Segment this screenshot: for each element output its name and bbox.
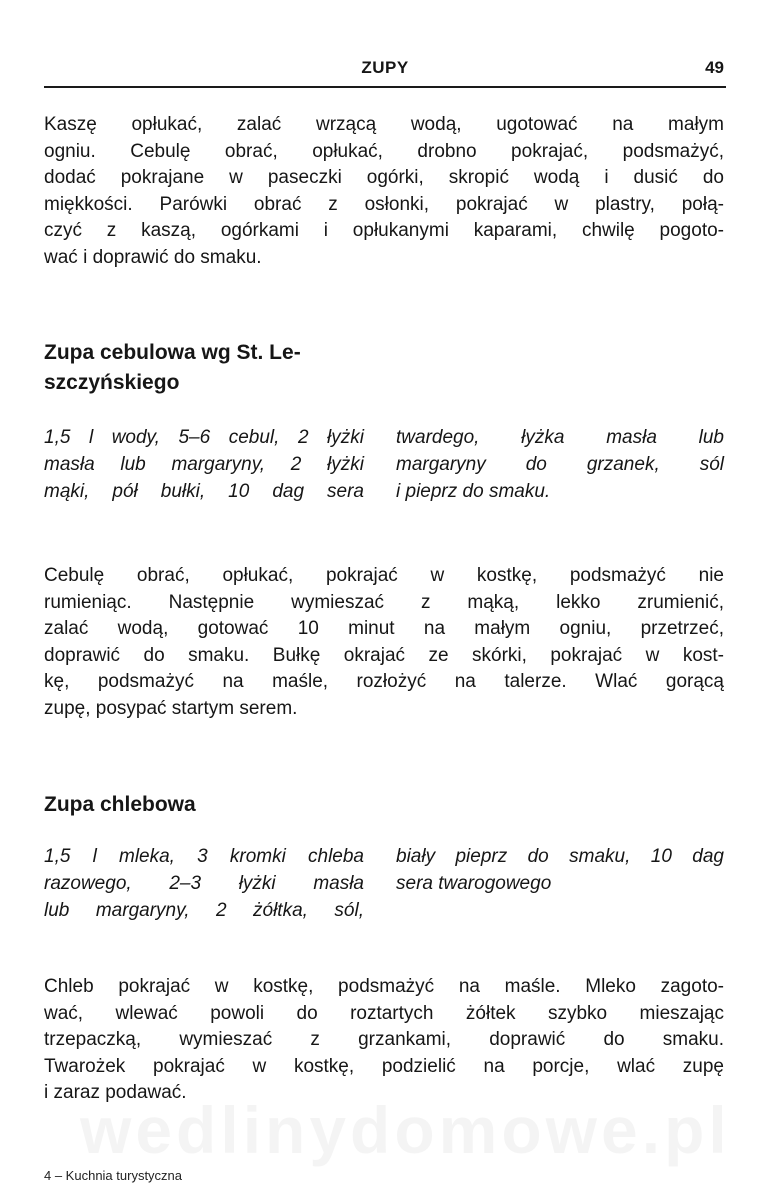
ingredient-line: twardego, łyżka masła lub [396,427,724,448]
ingredient-line: 1,5 l mleka, 3 kromki chleba [44,846,364,867]
page-header [44,58,726,88]
ingredient-line: margaryny do grzanek, sól [396,454,724,475]
text-line: wać i doprawić do smaku. [44,246,262,268]
intro-paragraph [44,112,724,272]
text-line: kę, podsmażyć na maśle, rozłożyć na talerze. Wlać gorącą [44,671,724,693]
text-line: trzepaczką, wymieszać z grzankami, doprawić do smaku. [44,1029,724,1051]
recipe-title-cebulowa [44,338,301,398]
ingredient-line: mąki, pół bułki, 10 dag sera [44,481,364,502]
recipe-title-chlebowa [44,790,196,820]
text-line: wać, wlewać powoli do roztartych żółtek szybko mieszając [44,1002,724,1024]
ingredient-line: i pieprz do smaku. [396,481,551,502]
running-title: ZUPY [361,58,409,77]
text-line: zalać wodą, gotować 10 minut na małym ogniu, przetrzeć, [44,618,724,640]
method-cebulowa [44,563,724,723]
watermark [80,1092,720,1168]
text-line: Kaszę opłukać, zalać wrzącą wodą, ugotować na małym [44,114,724,135]
text-line: Twarożek pokrajać w kostkę, podzielić na porcje, wlać zupę [44,1055,724,1077]
text-line: Cebulę obrać, opłukać, pokrajać w kostkę, podsmażyć nie [44,565,724,586]
method-chlebowa [44,974,724,1107]
ingredients-right-chlebowa [396,843,724,897]
text-line: dodać pokrajane w paseczki ogórki, skropić wodą i dusić do [44,167,724,189]
text-line: rumieniąc. Następnie wymieszać z mąką, lekko zrumienić, [44,591,724,613]
ingredient-line: sera twarogowego [396,873,552,894]
text-line: ogniu. Cebulę obrać, opłukać, drobno pokrajać, podsmażyć, [44,140,724,162]
ingredient-line: 1,5 l wody, 5–6 cebul, 2 łyżki [44,427,364,448]
ingredient-line: lub margaryny, 2 żółtka, sól, [44,900,364,921]
ingredients-left-chlebowa [44,843,364,924]
title-line: Zupa cebulowa wg St. Le- [44,341,301,364]
text-line: doprawić do smaku. Bułkę okrajać ze skórki, pokrajać w kost- [44,644,724,666]
page-number: 49 [705,58,724,77]
ingredients-right-cebulowa [396,424,724,505]
text-line: miękkości. Parówki obrać z osłonki, pokrajać w plastry, połą- [44,193,724,215]
text-line: czyć z kaszą, ogórkami i opłukanymi kaparami, chwilę pogoto- [44,220,724,242]
text-line: i zaraz podawać. [44,1082,187,1104]
ingredient-line: masła lub margaryny, 2 łyżki [44,454,364,475]
ingredient-line: razowego, 2–3 łyżki masła [44,873,364,894]
ingredient-line: biały pieprz do smaku, 10 dag [396,846,724,867]
title-line: Zupa chlebowa [44,793,196,816]
text-line: Chleb pokrajać w kostkę, podsmażyć na maśle. Mleko zagoto- [44,976,724,997]
title-line: szczyńskiego [44,371,180,394]
text-line: zupę, posypać startym serem. [44,697,298,719]
page-footer: 4 – Kuchnia turystyczna [44,1168,183,1183]
ingredients-left-cebulowa [44,424,364,505]
